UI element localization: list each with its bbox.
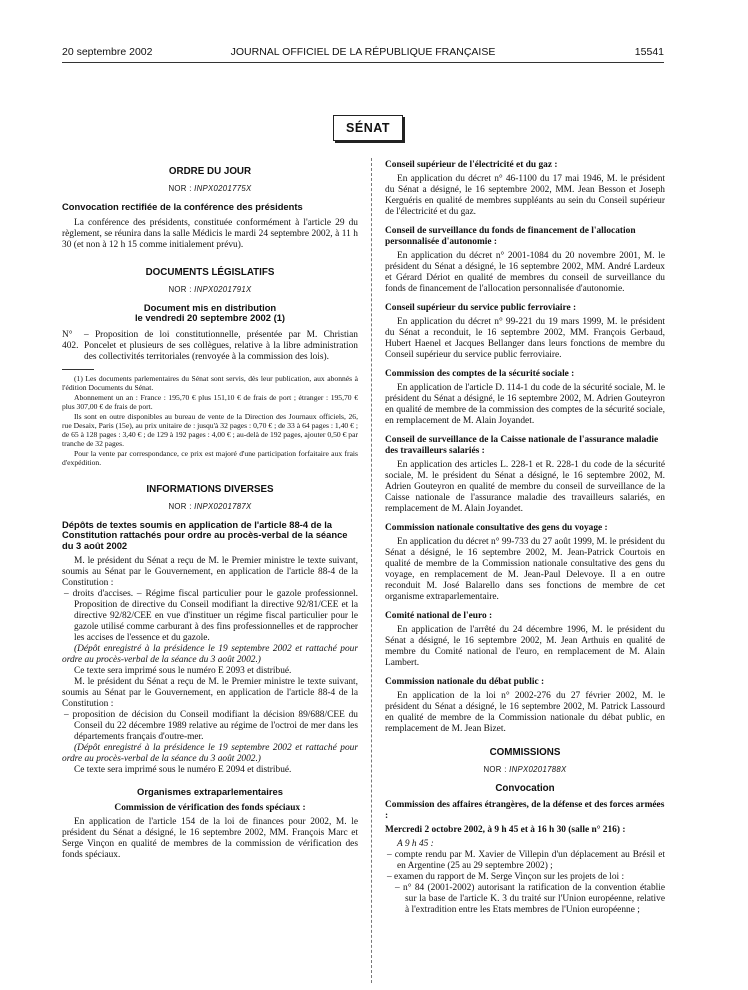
block-body: En application du décret n° 46-1100 du 17 mai 1946, M. le président du Sénat a désigné, le 16 septembre 2002, MM. Jean Besson et Joseph Kerguéris en qualité de membres suppléants au sein du Conseil supérieur de l'électricité et du gaz. (385, 174, 665, 217)
depot-note-1: (Dépôt enregistré à la présidence le 19 septembre 2002 et rattaché pour ordre au procès-verbal de la séance du 3 août 2002.) (62, 644, 358, 665)
depot-note-2: (Dépôt enregistré à la présidence le 19 septembre 2002 et rattaché pour ordre au procès-verbal de la séance du 3 août 2002.) (62, 743, 358, 764)
agenda-subitem: – n° 84 (2001-2002) autorisant la ratification de la convention établie sur la base de l'article K. 3 du traité sur l'Union européenne, relative à l'extradition entre les Etats membres de l'Union européenne ; (395, 883, 665, 915)
nor-code: INPX0201791X (194, 284, 252, 294)
agenda-item: – compte rendu par M. Xavier de Villepin d'un déplacement au Brésil et en Argentine (25 au 29 septembre 2002) ; (387, 850, 665, 871)
footnote (62, 374, 358, 467)
block-body: En application du décret n° 99-221 du 19 mars 1999, M. le président du Sénat a reconduit, le 16 septembre 2002, MM. François Gerbaud, Hubert Haenel et Jacques Bellanger dans leurs fonctions de membre du Conseil supérieur du service public ferroviaire. (385, 317, 665, 360)
ordre-body: La conférence des présidents, constituée conformément à l'article 29 du règlement, se réunira dans la salle Médicis le mardi 24 septembre 2002, à 11 h 30 (et non à 12 h 15 comme initialement prévu). (62, 217, 358, 250)
block-body: En application de l'arrêté du 24 décembre 1996, M. le président du Sénat a désigné, le 16 septembre 2002, M. Jean Arthuis en qualité de membre du Comité national de l'euro, en remplacement de M. Alain Lambert. (385, 625, 665, 668)
commissions-heading: COMMISSIONS (489, 747, 561, 758)
commissions-nor (385, 764, 665, 775)
block-title: Comité national de l'euro : (385, 611, 493, 621)
docs-heading: DOCUMENTS LÉGISLATIFS (145, 266, 275, 278)
block-body: En application des articles L. 228-1 et R. 228-1 du code de la sécurité sociale, M. le président du Sénat a désigné, le 16 septembre 2002, M. Adrien Gouteyron en qualité de membre du conseil de surveillance de la Caisse nationale de l'assurance maladie des travailleurs salariés, en remplacement de M. Alain Joyandet. (385, 460, 665, 514)
block-body: En application du décret n° 99-733 du 27 août 1999, M. le président du Sénat a désigné, le 16 septembre 2002, M. Jean-Patrick Courtois en qualité de membre de la Commission nationale consultative des gens du voyage, en remplacement de M. Jean-Paul Delevoye. Il a en outre reconduit M. José Balarello dans ses fonctions de membre de cet organisme extraparlementaire. (385, 537, 665, 602)
body-block (385, 226, 665, 295)
chamber-box: SÉNAT (333, 115, 403, 141)
organismes-subheading: Commission de vérification des fonds spéciaux : (114, 803, 306, 813)
nor-code: INPX0201775X (194, 184, 252, 193)
infos-nor (62, 501, 358, 512)
right-column (385, 160, 665, 916)
commission-title: Commission des affaires étrangères, de la défense et des forces armées : (385, 800, 665, 821)
meeting-date: Mercredi 2 octobre 2002, à 9 h 45 et à 16 h 30 (salle n° 216) : (385, 825, 626, 835)
header-page-number: 15541 (634, 46, 664, 58)
footnote-3: Ils sont en outre disponibles au bureau de vente de la Direction des Journaux officiels, 26, rue Desaix, Paris (15e), au prix unitaire de : jusqu'à 32 pages : 0,70 € ; de 33 à 64 pages : 1,40 € ; de 65 à 128 pages : 3,40 € ; de 129 à 192 pages : 4,00 € ; au-delà de 192 pages, ajouter 0,50 € par tranche de 32 pages. (62, 411, 358, 448)
docs-title-1: Document mis en distribution (143, 301, 277, 313)
ordre-heading: ORDRE DU JOUR (168, 166, 252, 177)
block-body: En application de l'article D. 114-1 du code de la sécurité sociale, M. le président du Sénat a désigné, le 16 septembre 2002, M. Adrien Gouteyron en qualité de membre de la commission des comptes de la sécurité sociale, en remplacement de M. Alain Joyandet. (385, 383, 665, 426)
infos-list-1 (62, 589, 358, 644)
nor-label: NOR : (168, 284, 192, 294)
organismes-body: En application de l'article 154 de la loi de finances pour 2002, M. le président du Sénat a désigné, le 16 septembre 2002, MM. François Marc et Serge Vinçon en qualité de membres de la commission de vérification des fonds spéciaux. (62, 817, 358, 860)
nor-label: NOR : (168, 501, 192, 511)
infos-title: Dépôts de textes soumis en application de l'article 88-4 de la Constitution rattachés pour ordre au procès-verbal de la séance du 3 août 2002 (62, 518, 348, 551)
body-block (385, 677, 665, 735)
docs-nor (62, 284, 358, 295)
footnote-1: (1) Les documents parlementaires du Sénat sont servis, dès leur publication, aux abonnés à l'édition Documents du Sénat. (62, 373, 358, 392)
infos-para-2: M. le président du Sénat a reçu de M. le Premier ministre le texte suivant, soumis au Sénat par le Gouvernement, en application de l'article 88-4 de la Constitution : (62, 677, 358, 709)
nor-label: NOR : (168, 184, 192, 193)
footnote-4: Pour la vente par correspondance, ce prix est majoré d'une participation forfaitaire aux frais d'expédition. (62, 448, 358, 467)
document-description: – Proposition de loi constitutionnelle, présentée par M. Christian Poncelet et plusieurs de ses collègues, relative à la libre administration des collectivités territoriales (renvoyée à la commission des lois). (84, 329, 358, 362)
body-block (385, 160, 665, 218)
convocation-heading: Convocation (495, 783, 555, 794)
infos-heading: INFORMATIONS DIVERSES (146, 483, 274, 495)
block-title: Conseil supérieur du service public ferroviaire : (385, 303, 577, 313)
print-note-1: Ce texte sera imprimé sous le numéro E 2093 et distribué. (74, 666, 292, 676)
body-block (385, 303, 665, 361)
block-title: Conseil de surveillance du fonds de financement de l'allocation personnalisée d'autonomie : (385, 226, 636, 247)
header-date: 20 septembre 2002 (62, 46, 153, 58)
infos-list-2 (62, 710, 358, 743)
agenda-list (385, 850, 665, 916)
page-header (62, 46, 664, 60)
footnote-2: Abonnement un an : France : 195,70 € plus 151,10 € de frais de port ; étranger : 195,70 € plus 307,00 € de frais de port. (62, 392, 358, 411)
block-title: Commission des comptes de la sécurité sociale : (385, 369, 575, 379)
body-block (385, 369, 665, 427)
footnote-rule (62, 369, 94, 370)
docs-title-2: le vendredi 20 septembre 2002 (1) (134, 312, 286, 323)
block-title: Commission nationale du débat public : (385, 677, 545, 687)
block-body: En application du décret n° 2001-1084 du 20 novembre 2001, M. le président du Sénat a désigné, le 16 septembre 2002, MM. André Lardeux et Gérard Dériot en qualité de membres du conseil de surveillance du fonds de financement de l'allocation personnalisée d'autonomie. (385, 251, 665, 294)
nor-code: INPX0201788X (509, 765, 567, 774)
meeting-time: A 9 h 45 : (397, 839, 434, 849)
column-divider (371, 158, 372, 983)
infos-para-1: M. le président du Sénat a reçu de M. le Premier ministre le texte suivant, soumis au Sénat par le Gouvernement, en application de l'article 88-4 de la Constitution : (62, 556, 358, 588)
header-rule (62, 62, 664, 63)
list-item: – droits d'accises. – Régime fiscal particulier pour le gazole professionnel. Proposition de directive du Conseil modifiant la directive 92/81/CEE et la directive 92/82/CEE en vue d'instituer un régime fiscal particulier pour le gazole utilisé comme carburant à des fins professionnelles et de rapprocher les accises de l'essence et du gazole. (64, 589, 358, 643)
organismes-heading: Organismes extraparlementaires (137, 786, 283, 797)
ordre-nor (62, 183, 358, 194)
ordre-title: Convocation rectifiée de la conférence des présidents (62, 201, 303, 212)
nor-code: INPX0201787X (194, 501, 252, 511)
agenda-item: – examen du rapport de M. Serge Vinçon sur les projets de loi : (387, 872, 625, 882)
left-column (62, 160, 358, 861)
document-entry (62, 330, 358, 363)
list-item: – proposition de décision du Conseil modifiant la décision 89/688/CEE du Conseil du 22 décembre 1989 relative au régime de l'octroi de mer dans les départements français d'outre-mer. (64, 710, 358, 742)
block-body: En application de la loi n° 2002-276 du 27 février 2002, M. le président du Sénat a désigné, le 16 septembre 2002, M. Patrick Lassourd en qualité de membre de la Commission nationale du débat public, en remplacement de M. Jean Bizet. (385, 691, 665, 734)
body-block (385, 523, 665, 603)
header-journal: JOURNAL OFFICIEL DE LA RÉPUBLIQUE FRANÇAISE (230, 46, 496, 58)
block-title: Commission nationale consultative des gens du voyage : (385, 523, 608, 533)
body-block (385, 435, 665, 515)
block-title: Conseil de surveillance de la Caisse nationale de l'assurance maladie des travailleurs salariés : (385, 435, 659, 456)
body-block (385, 611, 665, 669)
print-note-2: Ce texte sera imprimé sous le numéro E 2094 et distribué. (74, 765, 292, 775)
block-title: Conseil supérieur de l'électricité et du gaz : (385, 160, 558, 170)
nor-label: NOR : (483, 765, 507, 774)
document-number: N° 402. (62, 329, 79, 351)
